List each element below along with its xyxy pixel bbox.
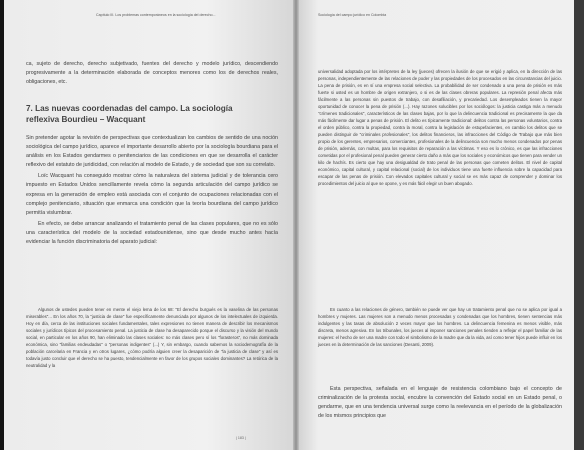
running-head: Sociología del campo jurídico en Colombia	[318, 13, 387, 17]
block-quote-continued: universalidad adoptada por los intérpretes de la ley (jueces) ofrecen la ilusión de que se erigió y aplica, en la dirección de las personas, independientemente de las relaciones de poder y las propiedades de los procesados en las circunstancias del juicio. La pena de prisión, es en sí una empresa social selectiva. La probabilidad de ser condenado a una pena de prisión es más fuerte si usted es un hombre de origen extranjero, o si es de las clases obreras populares. La represión penal afecta más fácilmente a las personas sin puestos de trabajo, con desafiliación, y precariedad. Los desempleados tienen la mayor oportunidad de conocer la pena de prisión (...). Hay razones solucibles por los sociólogos: la justicia castiga más a menudo "crímenes tradicionales", característicos de las clases bajas, por lo que la delincuencia tradicional es precisamente la que da más fácilmente dar lugar a penas de prisión. El delito es típicamente tradicional: delitos contra las personas voluntarios, contra el orden público, contra la propiedad, contra la moral, contra la legislación de estupefacientes, en cambio los delitos que se pueden distinguir de "criminales profesionales", los delitos financieros, las infracciones del Código de Trabajo que más bien propio de los gerentes, empresarios, comerciantes, profesionales de la delincuencia son mucho menos condenados por penas de prisión, además, con multas, para los requisitos de reparación a las víctimas. Y eso es lo crónico, es que las infracciones cometidas por el profesional penal pueden generar cierto daño a más que los sociales y económicos que tienen para vender un kilo de hachís. Es cierto que hay una desigualdad de trato penal de las personas que cometen delitos. El nivel de capital económico, capital cultural, y capital relacional (social) de los individuos tiene una fuerte influencia sobre la capacidad para escapar de las penas de prisión. Con elevados capitales cultural y social se es más capaz de comprender y dominar los procedimientos del juicio al que se opone, y es más fácil elegir un buen abogado.	[318, 69, 562, 186]
scan-border-left	[0, 0, 4, 450]
paragraph-3: En efecto, se debe arrancar analizando el tratamiento penal de las clases populares, que no es sólo una característica del modelo de la sociedad estadounidense, sino que desde mucho antes hacía evidenciar la función discriminatoria del aparato judicial:	[26, 220, 278, 246]
paragraph-2: Loïc Wacquant ha conseguido mostrar cómo la naturaleza del sistema judicial y de tolerancia cero impuesto en Estados Unidos sencillamente revela cómo la segunda articulación del campo jurídico se expresa en la generación de empleo está asociada con el conjunto de ocupaciones relacionadas con el complejo penitenciario, situación que enmarca una condición que la teoría bourdiana del campo jurídico permitía vislumbrar.	[26, 173, 278, 216]
section-heading-line-2: reflexiva Bourdieu – Wacquant	[26, 114, 146, 124]
closing-paragraph: Esta perspectiva, señalada en el lenguaje de resistencia colombiano bajo el concepto de criminalización de la protesta social, encubre la convención del Estado social en un Estado penal, o gendarme, que en una tendencia universal surge como la reelevancia en el período de la globalización de los mismos principios que	[318, 386, 562, 420]
section-heading-line-1: 7. Las nuevas coordenadas del campo. La sociología	[26, 104, 233, 113]
page-number: | 183 |	[236, 436, 246, 440]
block-quote: Algunos de ustedes pueden tener en mente el viejo lema de los 68: "El derecho burgués es la vaselina de las personas miserables"... En los años 70, la "justicia de clase" fue específicamente denunciada por algunos de los intelectuales de izquierda. Hoy en día, cerca de las instituciones sociales fundamentales, tales expresiones no tienen manera de describir los mecanismos sociales y jurídicos típicos del procesamiento penal. La justicia de clase ha desaparecido porque el discurso y la visión del mundo social, en particular en los años 90, han eliminado las clases sociales: no más clases pero sí los "forasteros", no más dominada económica, sino "familias endeudadas" o "personas indigentes" (...) Y, sin embargo, cuando sabemos la sociodemografía de la población carcelaria en Francia y en otros lugares, ¿cómo podría alguien creer la desaparición de "la justicia de clase" y así es todavía justo concluir que el derecho se ha puesto, tendencialmente en favor de los grupos sociales dominantes? La retórica de la neutralidad y la	[26, 307, 278, 368]
intro-paragraph: ca, sujeto de derecho, derecho subjetivado, fuentes del derecho y modelo jurídico, descendiendo progresivamente a la determinación elaborada de conceptos menores como los de derechos reales, obligaciones, etc.	[26, 61, 278, 86]
scan-edge	[574, 0, 584, 450]
section-heading	[26, 104, 278, 125]
book-gutter	[293, 0, 299, 450]
running-head: Capítulo III. Los problemas contemporáneos en la sociología del derecho...	[96, 13, 216, 17]
main-text	[26, 134, 278, 247]
block-quote-gender: En cuanto a las relaciones de género, también se puede ver que hay un tratamiento penal que no se aplica por igual a hombres y mujeres. Las mujeres son a menudo menos procesadas y condenadas que los hombres, tienen sentencias más indulgentes y las tasas de absolución 2 veces mayor que los hombres. La delincuencia femenina es menos visible, más discreta, menos agresiva. En los tribunales, los jueces al imponer sanciones penales tienden a reflejar el papel familiar de las mujeres: el hecho de ser una madre con todo el simbolismo de la madre que da la vida, así como tener hijos puede influir en los jueces en la determinación de las sanciones (Desanti, 2009).	[318, 307, 562, 347]
paragraph-1: Sin pretender agotar la revisión de perspectivas que contextualizan los cambios de sentido de una noción sociológica del campo jurídico, aparece el importante desarrollo abierto por la sociología bourdiana para el análisis en los Estados gendarmes o penitenciarios de las condiciones en que se desarrolla el carácter reflexivo del estatuto de juridicidad, con relación al modelo de Estado, y de sociedad que son su correlato.	[26, 135, 278, 169]
right-page	[296, 0, 574, 450]
